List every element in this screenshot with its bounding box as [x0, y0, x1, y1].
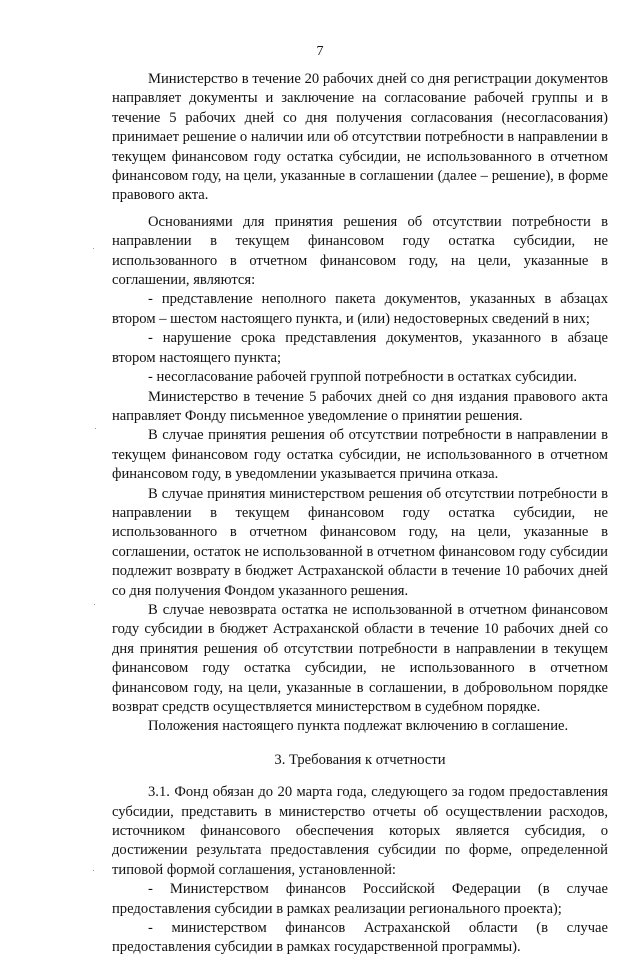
scan-speck: [95, 428, 96, 429]
list-item-deadline-violation: - нарушение срока представления документов, указанного в абзаце втором настоящего пункта;: [112, 330, 608, 366]
paragraph-court-recovery: В случае невозврата остатка не использованной в отчетном финансовом году субсидии в бюджет Астраханской области в течение 10 рабочих дней со дня принятия решения об отсутствии потребности в направлении в текущем финансовом году остатка субсидии, не использованного в отчетном финансовом году, на цели, указанные в соглашении, в добровольном порядке возврат средств осуществляется министерством в судебном порядке.: [112, 601, 608, 715]
page-number: 7: [316, 44, 324, 59]
list-item-regional-ministry: - министерством финансов Астраханской области (в случае предоставления субсидии в рамках государственной программы).: [112, 920, 608, 956]
list-item-federal-ministry: - Министерством финансов Российской Федерации (в случае предоставления субсидии в рамках реализации регионального проекта);: [112, 881, 608, 917]
document-body: [112, 70, 608, 958]
list-item-incomplete-docs: - представление неполного пакета документов, указанных в абзацах втором – шестом настоящего пункта, и (или) недостоверных сведений в них;: [112, 291, 608, 327]
scan-speck: [93, 248, 94, 249]
paragraph-return-obligation: В случае принятия министерством решения об отсутствии потребности в направлении в текущем финансовом году остатка субсидии, не использованного в отчетном финансовом году, на цели, указанные в соглашении, остаток не использованной в отчетном финансовом году субсидии подлежит возврату в бюджет Астраханской области в течение 10 рабочих дней со дня получения Фондом указанного решения.: [112, 485, 608, 599]
paragraph-reporting-obligation: 3.1. Фонд обязан до 20 марта года, следующего за годом предоставления субсидии, представить в министерство отчеты об осуществлении расходов, источником финансового обеспечения которых является субсидия, о достижении результата предоставления субсидии по форме, определенной типовой формой соглашения, установленной:: [112, 784, 608, 878]
section-heading: 3. Требования к отчетности: [274, 751, 446, 768]
paragraph-notification: Министерство в течение 5 рабочих дней со дня издания правового акта направляет Фонду письменное уведомление о принятии решения.: [112, 388, 608, 424]
scan-speck: [94, 604, 95, 605]
list-item-no-approval: - несогласование рабочей группой потребности в остатках субсидии.: [148, 369, 578, 386]
paragraph-grounds: Основаниями для принятия решения об отсутствии потребности в направлении в текущем финансовом году остатка субсидии, не использованного в отчетном финансовом году, на цели, указанные в соглашении, являются:: [112, 213, 608, 289]
paragraph-registration: Министерство в течение 20 рабочих дней со дня регистрации документов направляет документы и заключение на согласование рабочей группы и в течение 5 рабочих дней со дня получения согласования (несогласования) принимает решение о наличии или об отсутствии потребности в направлении в текущем финансовом году остатка субсидии, не использованного в отчетном финансовом году, на цели, указанные в соглашении (далее – решение), в форме правового акта.: [112, 71, 608, 204]
paragraph-agreement-inclusion: Положения настоящего пункта подлежат включению в соглашение.: [148, 718, 569, 735]
paragraph-refusal-reason: В случае принятия решения об отсутствии потребности в направлении в текущем финансовом году остатка субсидии, не использованного в отчетном финансовом году, в уведомлении указывается причина отказа.: [112, 427, 608, 483]
scan-speck: [93, 870, 94, 871]
